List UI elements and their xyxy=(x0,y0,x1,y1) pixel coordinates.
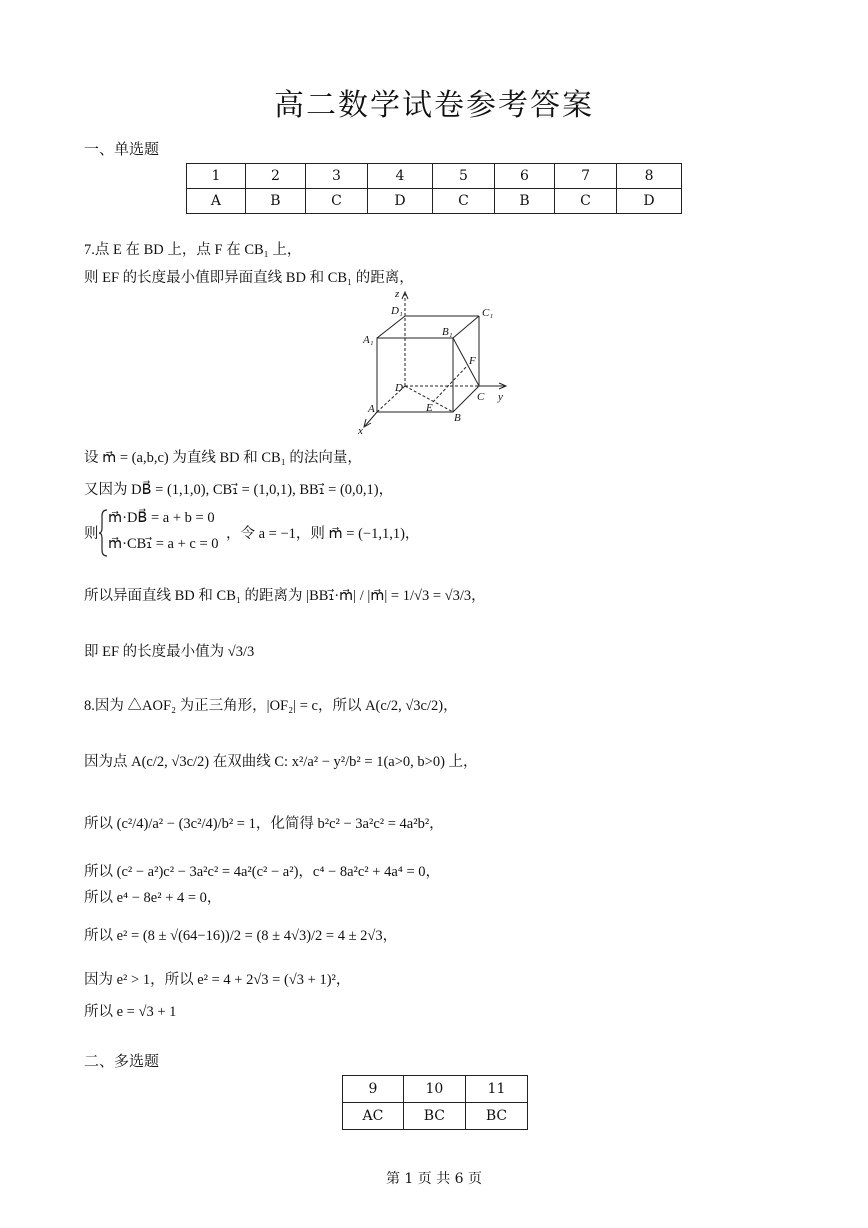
cube-label: x xyxy=(358,425,363,436)
cube-label: C xyxy=(477,391,485,403)
q8-line-3: 所以 (c²/4)/a² − (3c²/4)/b² = 1，化简得 b²c² − 3a²c² = 4a²b²， xyxy=(84,816,444,832)
table-cell: D xyxy=(368,189,433,214)
q8-line-1: 8.因为 △AOF₂ 为正三角形，|OF₂| = c，所以 A(c/2, √3c/2)， xyxy=(84,698,458,714)
q8-line-2: 因为点 A(c/2, √3c/2) 在双曲线 C: x²/a² − y²/b² = 1(a>0, b>0) 上， xyxy=(84,754,478,770)
cube-label: z xyxy=(395,288,400,300)
cube-label: F xyxy=(469,355,476,367)
section-heading-single-choice: 一、单选题 xyxy=(84,140,160,158)
single-choice-answer-table xyxy=(186,163,682,214)
table-cell: 6 xyxy=(495,164,555,189)
cube-label: D xyxy=(395,382,403,394)
table-cell: 11 xyxy=(465,1076,527,1103)
table-row xyxy=(343,1076,528,1103)
q7-line-3: 设 m⃗ = (a,b,c) 为直线 BD 和 CB₁ 的法向量， xyxy=(84,450,362,466)
table-cell: 3 xyxy=(305,164,367,189)
q7-equation-1: m⃗·DB⃗ = a + b = 0 xyxy=(108,510,215,526)
cube-diagram xyxy=(355,286,515,436)
table-cell: D xyxy=(617,189,682,214)
cube-label: A₁ xyxy=(363,334,374,346)
q7-line-7: 即 EF 的长度最小值为 √3/3 xyxy=(84,644,255,660)
q7-line-5-prefix: 则 xyxy=(84,526,99,542)
q7-line-6: 所以异面直线 BD 和 CB₁ 的距离为 |BB₁⃗·m⃗| / |m⃗| = 1/√3 = √3/3， xyxy=(84,588,486,604)
table-cell: 10 xyxy=(403,1076,465,1103)
table-cell: 5 xyxy=(432,164,494,189)
table-cell: 7 xyxy=(554,164,616,189)
table-cell: BC xyxy=(465,1103,527,1130)
q8-line-8: 所以 e = √3 + 1 xyxy=(84,1004,177,1020)
q7-line-4: 又因为 DB⃗ = (1,1,0), CB₁⃗ = (1,0,1), BB₁⃗ = (0,0,1)， xyxy=(84,482,394,498)
table-cell: 8 xyxy=(617,164,682,189)
multi-choice-answer-table xyxy=(342,1075,528,1130)
table-cell: C xyxy=(305,189,367,214)
table-row xyxy=(343,1103,528,1130)
q7-line-5-suffix: ，令 a = −1，则 m⃗ = (−1,1,1)， xyxy=(226,526,420,542)
cube-label: B xyxy=(454,412,461,424)
cube-label: D₁ xyxy=(391,305,403,317)
table-row xyxy=(187,164,682,189)
table-row xyxy=(187,189,682,214)
table-cell: B xyxy=(495,189,555,214)
table-cell: 4 xyxy=(368,164,433,189)
section-heading-multi-choice: 二、多选题 xyxy=(84,1052,160,1070)
q7-equation-2: m⃗·CB₁⃗ = a + c = 0 xyxy=(108,536,219,552)
table-cell: 9 xyxy=(343,1076,404,1103)
cube-label: y xyxy=(498,391,503,403)
cube-label: E xyxy=(426,402,433,414)
table-cell: 2 xyxy=(245,164,305,189)
page-footer: 第 1 页 共 6 页 xyxy=(385,1171,483,1187)
page-title: 高二数学试卷参考答案 xyxy=(274,88,594,123)
q7-line-2: 则 EF 的长度最小值即异面直线 BD 和 CB₁ 的距离， xyxy=(84,270,414,286)
table-cell: A xyxy=(187,189,246,214)
table-cell: AC xyxy=(343,1103,404,1130)
q8-line-7: 因为 e² > 1，所以 e² = 4 + 2√3 = (√3 + 1)²， xyxy=(84,972,351,988)
cube-label: C₁ xyxy=(482,307,494,319)
q8-line-4: 所以 (c² − a²)c² − 3a²c² = 4a²(c² − a²)，c⁴ − 8a²c² + 4a⁴ = 0， xyxy=(84,864,440,880)
table-cell: C xyxy=(432,189,494,214)
cube-label: B₁ xyxy=(442,326,453,338)
q8-line-5: 所以 e⁴ − 8e² + 4 = 0， xyxy=(84,890,222,906)
cube-label: A xyxy=(368,403,375,415)
q8-line-6: 所以 e² = (8 ± √(64−16))/2 = (8 ± 4√3)/2 = 4 ± 2√3， xyxy=(84,928,398,944)
system-brace xyxy=(98,508,108,558)
table-cell: B xyxy=(245,189,305,214)
q7-line-1: 7.点 E 在 BD 上，点 F 在 CB₁ 上， xyxy=(84,242,302,258)
table-cell: 1 xyxy=(187,164,246,189)
table-cell: C xyxy=(554,189,616,214)
table-cell: BC xyxy=(403,1103,465,1130)
